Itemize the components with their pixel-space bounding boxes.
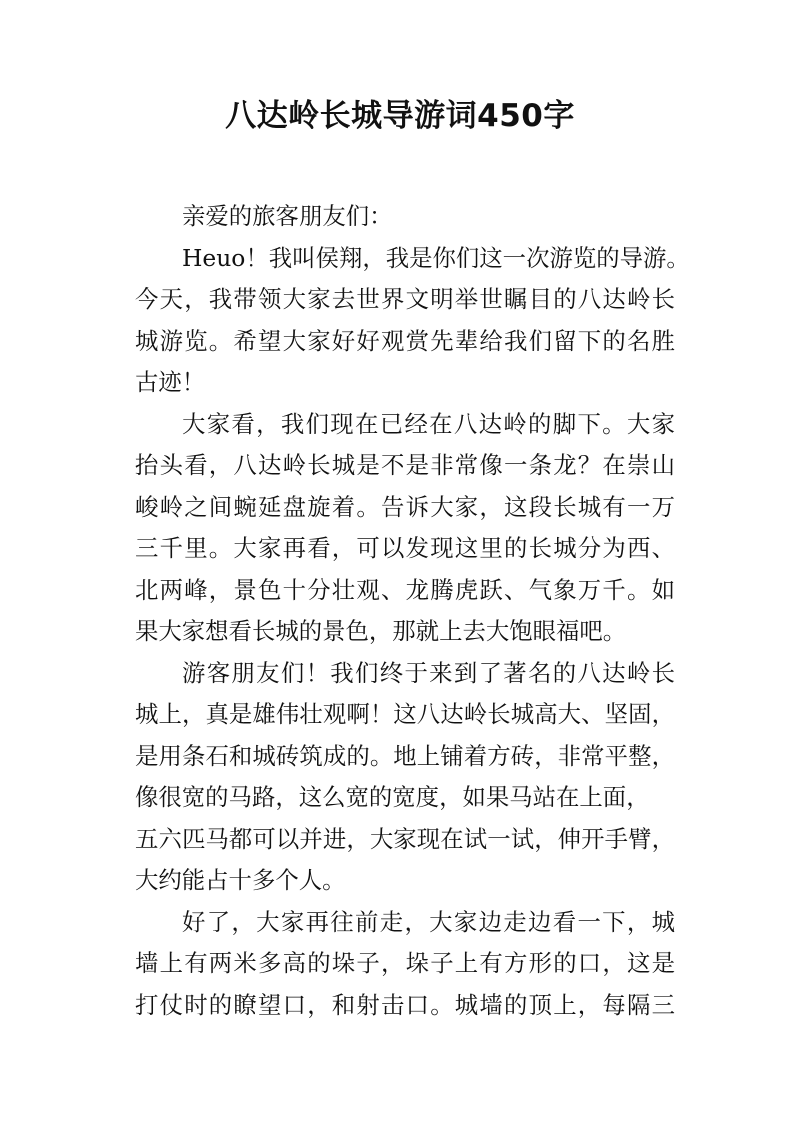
text-line: 果大家想看长城的景色，那就上去大饱眼福吧。 — [135, 617, 627, 645]
text-line: 游客朋友们！我们终于来到了著名的八达岭长 — [182, 658, 675, 687]
text-line: 城游览。希望大家好好观赏先辈给我们留下的名胜 — [135, 326, 675, 355]
text-line: 三千里。大家再看，可以发现这里的长城分为西、 — [135, 534, 675, 562]
text-line: 打仗时的瞭望口，和射击口。城墙的顶上，每隔三 — [135, 990, 675, 1019]
text-line: Heuo！我叫侯翔，我是你们这一次游览的导游。 — [182, 243, 690, 272]
text-line: 抬头看，八达岭长城是不是非常像一条龙？在崇山 — [135, 451, 675, 479]
text-line: 今天，我带领大家去世界文明举世瞩目的八达岭长 — [135, 285, 675, 313]
document-body — [135, 196, 690, 1026]
text-line: 大约能占十多个人。 — [135, 866, 346, 894]
text-line: 好了，大家再往前走，大家边走边看一下，城 — [182, 907, 675, 936]
text-line: 五六匹马都可以并进，大家现在试一试，伸开手臂， — [135, 824, 675, 853]
text-line: 北两峰，景色十分壮观、龙腾虎跃、气象万千。如 — [135, 575, 675, 604]
text-line-salutation: 亲爱的旅客朋友们： — [182, 202, 393, 230]
text-line: 城上，真是雄伟壮观啊！这八达岭长城高大、坚固， — [135, 700, 675, 728]
text-line: 墙上有两米多高的垛子，垛子上有方形的口，这是 — [135, 949, 675, 977]
text-line: 古迹！ — [135, 368, 206, 396]
text-line: 像很宽的马路，这么宽的宽度，如果马站在上面， — [135, 783, 650, 811]
text-line: 峻岭之间蜿延盘旋着。告诉大家，这段长城有一万 — [135, 492, 675, 521]
document-title: 八达岭长城导游词450字 — [225, 98, 575, 134]
text-line: 大家看，我们现在已经在八达岭的脚下。大家 — [182, 409, 675, 438]
text-line: 是用条石和城砖筑成的。地上铺着方砖，非常平整， — [135, 741, 675, 770]
